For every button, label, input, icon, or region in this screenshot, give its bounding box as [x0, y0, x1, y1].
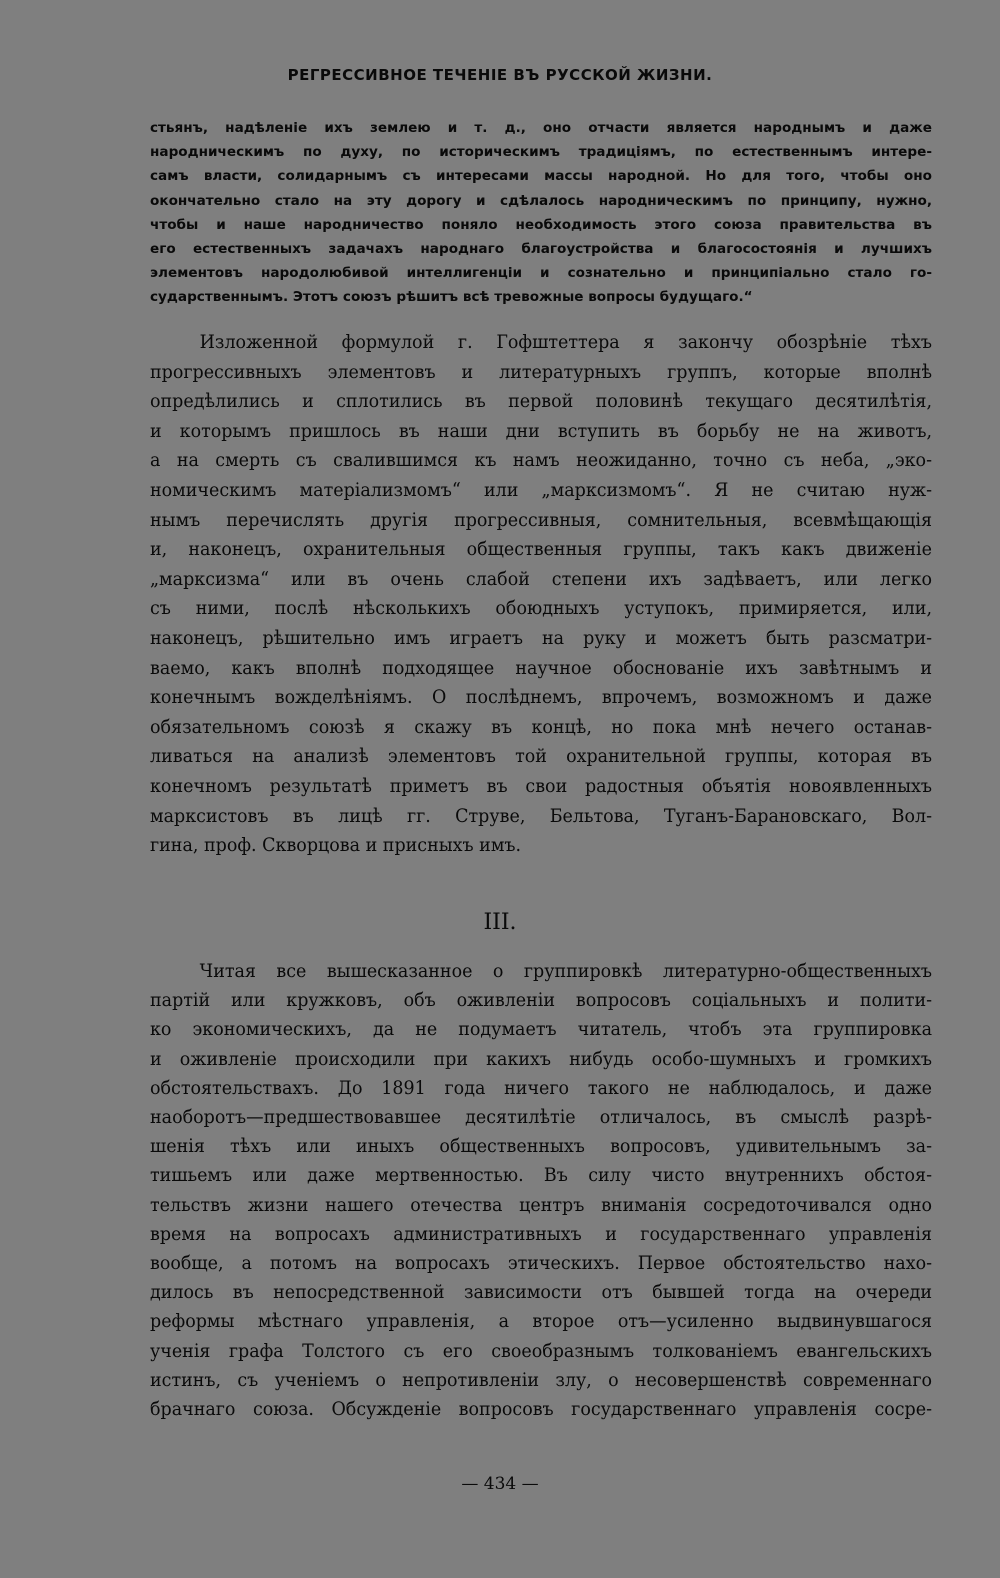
- paragraph-line: ко экономическихъ, да не подумаетъ читатель, чтобъ эта группировка: [150, 1018, 932, 1041]
- paragraph-line: дилось въ непосредственной зависимости отъ бывшей тогда на очереди: [150, 1281, 932, 1304]
- quote-line: стьянъ, надѣленіе ихъ землею и т. д., оно отчасти является народнымъ и даже: [150, 120, 932, 136]
- running-header: РЕГРЕССИВНОЕ ТЕЧЕНІЕ ВЪ РУССКОЙ ЖИЗНИ.: [287, 66, 713, 84]
- paragraph-line: реформы мѣстнаго управленія, а второе отъ—усиленно выдвинувшагося: [150, 1310, 932, 1333]
- paragraph-line: ливаться на анализѣ элементовъ той охранительной группы, которая въ: [150, 745, 932, 768]
- paragraph-line: обстоятельствахъ. До 1891 года ничего такого не наблюдалось, и даже: [150, 1076, 932, 1099]
- paragraph-line: Читая все вышесказанное о группировкѣ литературно-общественныхъ: [199, 960, 932, 982]
- quote-line: элементовъ народолюбивой интеллигенціи и сознательно и принципіально стало го-: [150, 265, 932, 282]
- paragraph-line: шенія тѣхъ или иныхъ общественныхъ вопросовъ, удивительнымъ за-: [150, 1135, 932, 1158]
- paragraph-line: опредѣлились и сплотились въ первой половинѣ текущаго десятилѣтія,: [150, 390, 932, 413]
- page-number: — 434 —: [461, 1474, 539, 1494]
- section-number: III.: [483, 910, 517, 935]
- paragraph-line: и которымъ пришлось въ наши дни вступить въ борьбу не на животъ,: [150, 419, 932, 442]
- paragraph-line: нымъ перечислять другія прогрессивныя, сомнительныя, всевмѣщающія: [150, 508, 932, 531]
- paragraph-line: и, наконецъ, охранительныя общественныя группы, такъ какъ движеніе: [150, 538, 932, 561]
- paragraph-hofstetter: [150, 328, 932, 861]
- paragraph-section-three: [150, 957, 932, 1424]
- paragraph-line: съ ними, послѣ нѣсколькихъ обоюдныхъ уступокъ, примиряется, или,: [150, 597, 932, 620]
- quote-line: его естественныхъ задачахъ народнаго благоустройства и благосостоянія и лучшихъ: [150, 241, 932, 258]
- paragraph-line: тельствъ жизни нашего отечества центръ вниманія сосредоточивался одно: [150, 1193, 932, 1216]
- paragraph-line: Изложенной формулой г. Гофштеттера я закончу обозрѣніе тѣхъ: [199, 331, 932, 353]
- paragraph-line: наоборотъ—предшествовавшее десятилѣтіе отличалось, въ смыслѣ разрѣ-: [150, 1106, 932, 1129]
- paragraph-line: ваемо, какъ вполнѣ подходящее научное обоснованіе ихъ завѣтнымъ и: [150, 656, 932, 679]
- quote-line: чтобы и наше народничество поняло необходимость этого союза правительства въ: [150, 216, 932, 233]
- paragraph-line: ученія графа Толстого съ его своеобразнымъ толкованіемъ евангельскихъ: [150, 1339, 932, 1362]
- paragraph-line: „марксизма“ или въ очень слабой степени ихъ задѣваетъ, или легко: [150, 567, 932, 590]
- paragraph-line: и оживленіе происходили при какихъ нибудь особо-шумныхъ и громкихъ: [150, 1047, 932, 1070]
- quote-line: окончательно стало на эту дорогу и сдѣлалось народническимъ по принципу, нужно,: [150, 192, 932, 209]
- paragraph-line: обязательномъ союзѣ я скажу въ концѣ, но пока мнѣ нечего останав-: [150, 715, 932, 738]
- paragraph-line: партій или кружковъ, объ оживленіи вопросовъ соціальныхъ и полити-: [150, 989, 932, 1012]
- paragraph-line: вообще, а потомъ на вопросахъ этическихъ. Первое обстоятельство нахо-: [150, 1252, 932, 1275]
- paragraph-line: истинъ, съ ученіемъ о непротивленіи злу, о несовершенствѣ современнаго: [150, 1368, 932, 1391]
- paragraph-line: номическимъ матеріализмомъ“ или „марксизмомъ“. Я не считаю нуж-: [150, 478, 932, 501]
- paragraph-line: гина, проф. Скворцова и присныхъ имъ.: [150, 834, 522, 857]
- paragraph-line: конечнымъ вожделѣніямъ. О послѣднемъ, впрочемъ, возможномъ и даже: [150, 686, 932, 709]
- paragraph-line: брачнаго союза. Обсужденіе вопросовъ государственнаго управленія сосре-: [150, 1398, 932, 1421]
- paragraph-line: наконецъ, рѣшительно имъ играетъ на руку и можетъ быть разсматри-: [150, 626, 932, 649]
- quote-line: народническимъ по духу, по историческимъ традиціямъ, по естественнымъ интере-: [150, 144, 932, 161]
- quote-line: сударственнымъ. Этотъ союзъ рѣшитъ всѣ тревожные вопросы будущаго.“: [150, 289, 753, 306]
- paragraph-line: время на вопросахъ административныхъ и государственнаго управленія: [150, 1222, 932, 1245]
- quotation-block: [150, 116, 932, 310]
- paragraph-line: а на смерть съ свалившимся къ намъ неожиданно, точно съ неба, „эко-: [150, 449, 932, 472]
- paragraph-line: прогрессивныхъ элементовъ и литературныхъ группъ, которые вполнѣ: [150, 360, 932, 383]
- paragraph-line: конечномъ результатѣ приметъ въ свои радостныя объятія новоявленныхъ: [150, 774, 932, 797]
- paragraph-line: тишьемъ или даже мертвенностью. Въ силу чисто внутреннихъ обстоя-: [150, 1164, 932, 1187]
- quote-line: самъ власти, солидарнымъ съ интересами массы народной. Но для того, чтобы оно: [150, 168, 932, 185]
- paragraph-line: марксистовъ въ лицѣ гг. Струве, Бельтова, Туганъ-Барановскаго, Вол-: [150, 804, 932, 827]
